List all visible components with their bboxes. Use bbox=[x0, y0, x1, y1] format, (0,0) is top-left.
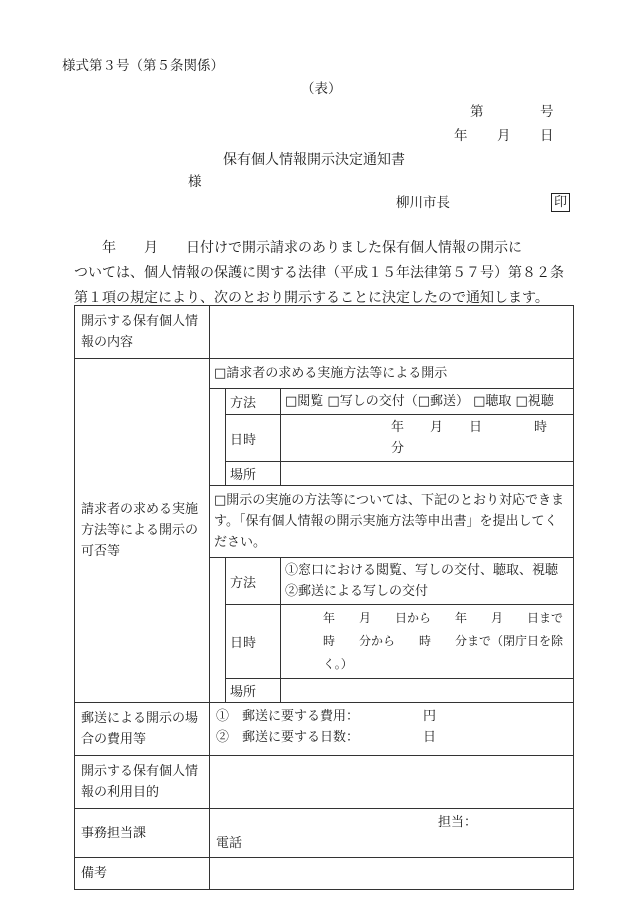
phone-label: 電話 bbox=[216, 836, 243, 851]
label-method-availability: 請求者の求める実施方法等による開示の可否等 bbox=[75, 359, 210, 703]
datetime2-value[interactable] bbox=[281, 605, 574, 679]
datetime2-line-2: 時 分から 時 分まで（閉庁日を除く。） bbox=[323, 634, 564, 671]
number-suffix: 号 bbox=[540, 104, 554, 120]
datetime-label: 日時 bbox=[226, 415, 281, 462]
field-remarks[interactable] bbox=[210, 858, 574, 890]
document-title: 保有個人情報開示決定通知書 bbox=[223, 152, 405, 168]
datetime-value[interactable]: 年 月 日 時 分 bbox=[281, 415, 574, 462]
method2-options[interactable] bbox=[281, 558, 574, 605]
postal-days-label: ② 郵送に要する日数： bbox=[216, 730, 360, 745]
row-method bbox=[75, 359, 574, 703]
date-year: 年 bbox=[454, 128, 468, 144]
method-label: 方法 bbox=[226, 389, 281, 415]
notice-paragraph bbox=[74, 236, 574, 311]
sender-name: 柳川市長 bbox=[396, 195, 450, 211]
datetime2-label: 日時 bbox=[226, 605, 281, 679]
notice-line-2: ついては、個人情報の保護に関する法律（平成１５年法律第５７号）第８２条 bbox=[74, 265, 564, 281]
place2-label: 場所 bbox=[226, 679, 281, 703]
field-postal bbox=[210, 703, 574, 756]
row-department bbox=[75, 809, 574, 858]
method-options[interactable]: □閲覧 □写しの交付（□郵送） □聴取 □視聴 bbox=[281, 389, 574, 415]
row-purpose bbox=[75, 756, 574, 809]
label-remarks: 備考 bbox=[75, 858, 210, 890]
field-method-availability bbox=[210, 359, 574, 703]
field-department[interactable] bbox=[210, 809, 574, 858]
row-content bbox=[75, 306, 574, 359]
method2-label: 方法 bbox=[226, 558, 281, 605]
label-content: 開示する保有個人情報の内容 bbox=[75, 306, 210, 359]
label-purpose: 開示する保有個人情報の利用目的 bbox=[75, 756, 210, 809]
staff-label: 担当： bbox=[438, 815, 478, 830]
postal-days-unit: 日 bbox=[423, 730, 437, 745]
seal-mark: 印 bbox=[551, 193, 570, 212]
place2-value[interactable] bbox=[281, 679, 574, 703]
label-postal: 郵送による開示の場合の費用等 bbox=[75, 703, 210, 756]
field-purpose[interactable] bbox=[210, 756, 574, 809]
place-value[interactable] bbox=[281, 462, 574, 486]
postal-cost-unit: 円 bbox=[423, 709, 437, 724]
method2-line-1: ①窓口における閲覧、写しの交付、聴取、視聴 bbox=[285, 563, 559, 578]
number-prefix: 第 bbox=[470, 104, 484, 120]
place-label: 場所 bbox=[226, 462, 281, 486]
row-postal bbox=[75, 703, 574, 756]
option-alternative-method[interactable]: □開示の実施の方法等については、下記のとおり対応できます。「保有個人情報の開示実施方法等申出書」を提出してください。 bbox=[210, 486, 573, 558]
date-day: 日 bbox=[540, 128, 554, 144]
postal-cost-label: ① 郵送に要する費用： bbox=[216, 709, 360, 724]
notice-line-3: 第１項の規定により、次のとおり開示することに決定したので通知します。 bbox=[74, 290, 549, 306]
notice-line-1: 年 月 日付けで開示請求のありました保有個人情報の開示に bbox=[74, 240, 522, 256]
method2-line-2: ②郵送による写しの交付 bbox=[285, 584, 429, 599]
form-number: 様式第３号（第５条関係） bbox=[62, 58, 224, 74]
option-requested-method[interactable]: □請求者の求める実施方法等による開示 bbox=[210, 359, 573, 389]
decision-table bbox=[74, 305, 574, 890]
field-content[interactable] bbox=[210, 306, 574, 359]
datetime2-line-1: 年 月 日から 年 月 日まで bbox=[323, 611, 564, 625]
date-month: 月 bbox=[497, 128, 511, 144]
row-remarks bbox=[75, 858, 574, 890]
addressee-suffix: 様 bbox=[188, 174, 202, 190]
side-label: （表） bbox=[301, 81, 342, 97]
label-department: 事務担当課 bbox=[75, 809, 210, 858]
